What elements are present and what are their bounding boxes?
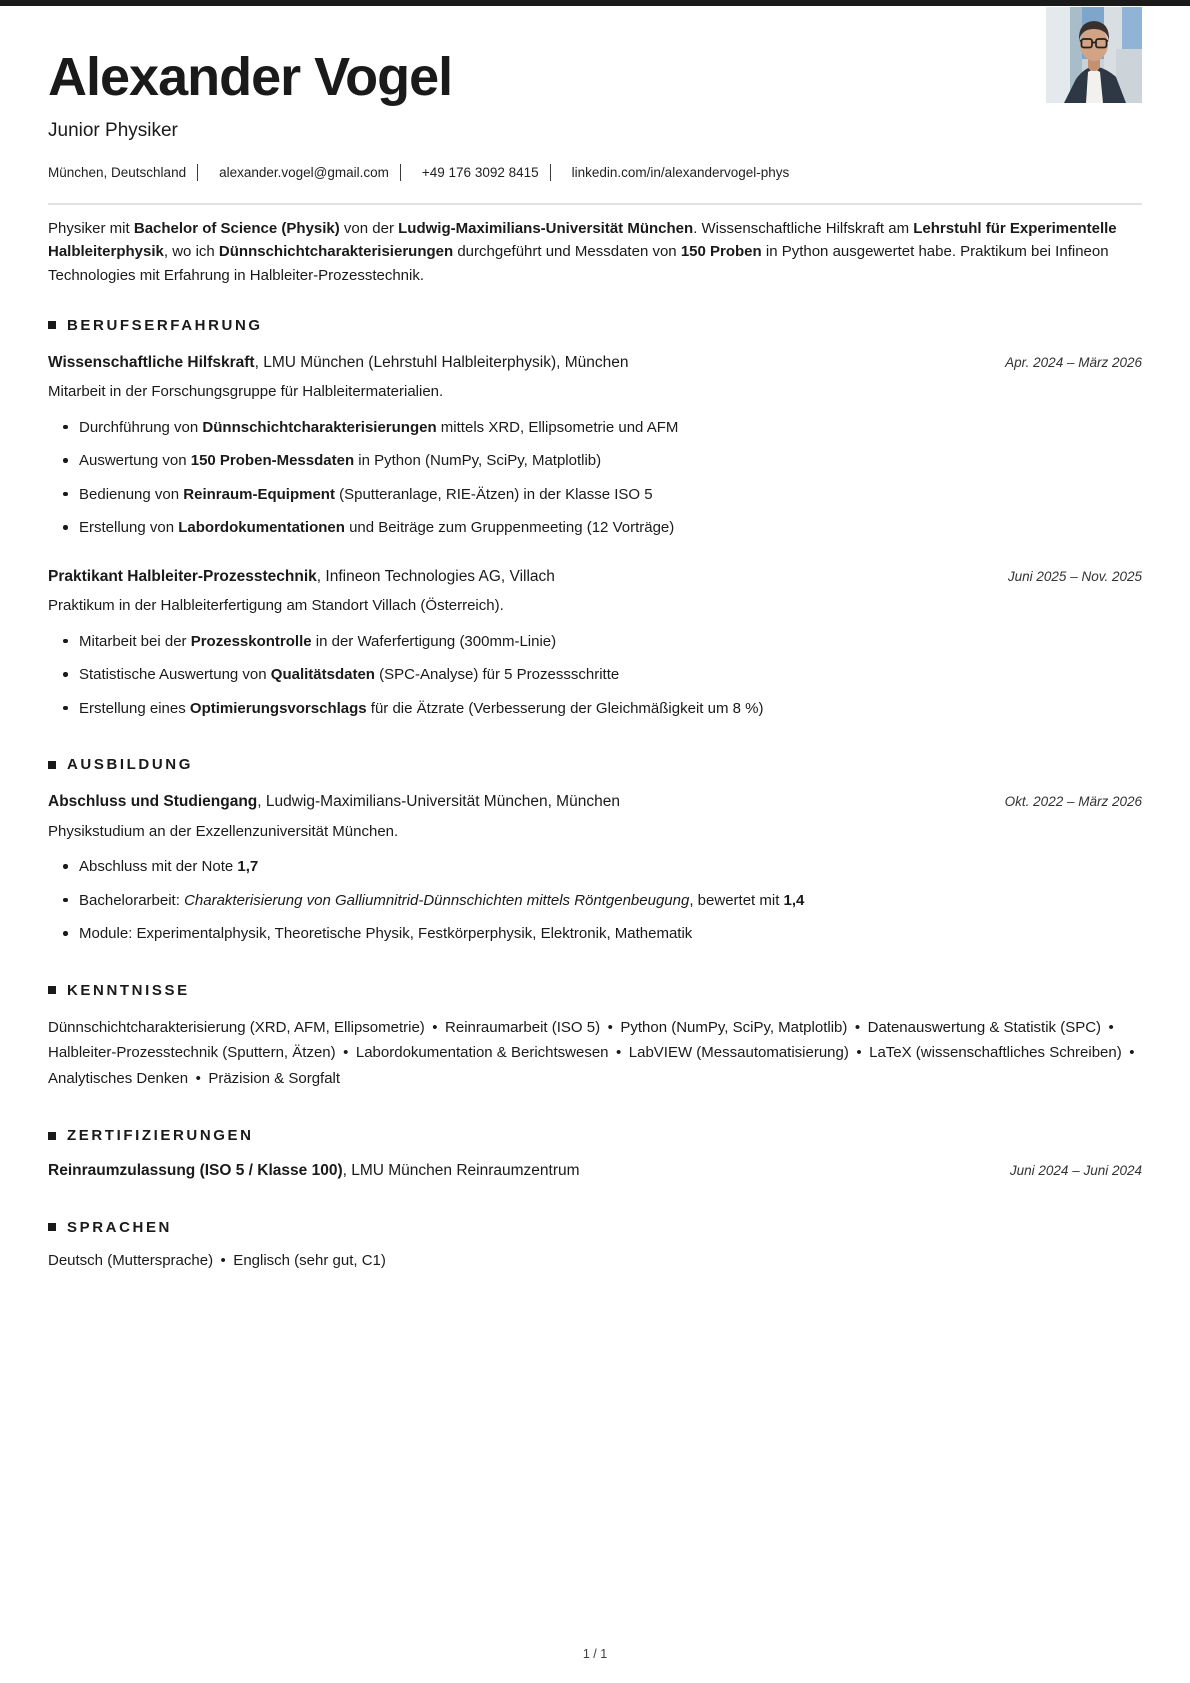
section-marker-icon — [48, 1132, 56, 1140]
section-marker-icon — [48, 321, 56, 329]
entry-date: Juni 2024 – Juni 2024 — [1009, 1163, 1142, 1179]
contact-separator — [197, 164, 198, 181]
bullet-item: Abschluss mit der Note 1,7 — [79, 856, 1142, 879]
section-heading-label: SPRACHEN — [67, 1218, 172, 1236]
entry-description: Mitarbeit in der Forschungsgruppe für Halbleitermaterialien. — [48, 383, 444, 401]
entry-date: Okt. 2022 – März 2026 — [1004, 794, 1142, 810]
resume-header — [48, 6, 1142, 181]
entry-title: Abschluss und Studiengang, Ludwig-Maximilians-Universität München, München — [48, 793, 620, 811]
contact-separator — [550, 164, 551, 181]
skills-list: Dünnschichtcharakterisierung (XRD, AFM, Ellipsometrie) • Reinraumarbeit (ISO 5) • Python (NumPy, SciPy, Matplotlib) • Datenauswertung & Statistik (SPC) • Halbleiter-Prozesstechnik (Sputtern, Ätzen) • Labordokumentation & Berichtswesen • LabVIEW (Messautomatisierung) • LaTeX (wissenschaftliches Schreiben) • Analytisches Denken • Präzision & Sorgfalt — [48, 1018, 1142, 1087]
entry-bullet-list — [48, 631, 1142, 721]
contact-line — [48, 164, 1142, 181]
bullet-item: Erstellung eines Optimierungsvorschlags für die Ätzrate (Verbesserung der Gleichmäßigkeit um 8 %) — [79, 698, 1142, 721]
job-title: Junior Physiker — [48, 120, 178, 141]
bullet-item: Bachelorarbeit: Charakterisierung von Galliumnitrid-Dünnschichten mittels Röntgenbeugung, bewertet mit 1,4 — [79, 890, 1142, 913]
education-entry — [48, 791, 1142, 945]
entry-description: Physikstudium an der Exzellenzuniversität München. — [48, 822, 399, 840]
entry-title: Reinraumzulassung (ISO 5 / Klasse 100), LMU München Reinraumzentrum — [48, 1162, 580, 1180]
section-heading-education — [48, 756, 1142, 773]
entry-title: Wissenschaftliche Hilfskraft, LMU München (Lehrstuhl Halbleiterphysik), München — [48, 353, 629, 371]
entry-bullet-list — [48, 856, 1142, 946]
entry-date: Apr. 2024 – März 2026 — [1005, 354, 1142, 370]
section-marker-icon — [48, 986, 56, 994]
profile-photo-illustration — [1046, 7, 1142, 103]
contact-linkedin: linkedin.com/in/alexandervogel-phys — [571, 165, 790, 180]
section-heading-label: BERUFSERFAHRUNG — [67, 316, 263, 334]
header-divider — [48, 203, 1142, 205]
bullet-item: Durchführung von Dünnschichtcharakterisierungen mittels XRD, Ellipsometrie und AFM — [79, 417, 1142, 440]
experience-entry — [48, 566, 1142, 720]
entry-date: Juni 2025 – Nov. 2025 — [1007, 568, 1142, 584]
bullet-item: Mitarbeit bei der Prozesskontrolle in der Waferfertigung (300mm-Linie) — [79, 631, 1142, 654]
section-heading-experience — [48, 317, 1142, 334]
section-heading-label: ZERTIFIZIERUNGEN — [67, 1127, 254, 1145]
section-marker-icon — [48, 761, 56, 769]
person-name: Alexander Vogel — [48, 47, 453, 107]
section-marker-icon — [48, 1223, 56, 1231]
section-heading-label: KENNTNISSE — [67, 981, 190, 999]
entry-bullet-list — [48, 417, 1142, 540]
section-heading-certifications — [48, 1127, 1142, 1144]
entry-description: Praktikum in der Halbleiterfertigung am Standort Villach (Österreich). — [48, 597, 504, 615]
contact-location: München, Deutschland — [48, 165, 187, 180]
contact-phone: +49 176 3092 8415 — [421, 165, 539, 180]
contact-email: alexander.vogel@gmail.com — [219, 165, 389, 180]
bullet-item: Bedienung von Reinraum-Equipment (Sputteranlage, RIE-Ätzen) in der Klasse ISO 5 — [79, 484, 1142, 507]
languages-list: Deutsch (Muttersprache) • Englisch (sehr gut, C1) — [48, 1251, 386, 1269]
summary-paragraph: Physiker mit Bachelor of Science (Physik) von der Ludwig-Maximilians-Universität München. Wissenschaftliche Hilfskraft am Lehrstuhl für Experimentelle Halbleiterphysik, wo ich Dünnschichtcharakterisierungen durchgeführt und Messdaten von 150 Proben in Python ausgewertet habe. Praktikum bei Infineon Technologies mit Erfahrung in Halbleiter-Prozesstechnik. — [48, 220, 1117, 284]
experience-entry — [48, 352, 1142, 540]
bullet-item: Statistische Auswertung von Qualitätsdaten (SPC-Analyse) für 5 Prozessschritte — [79, 664, 1142, 687]
section-heading-label: AUSBILDUNG — [67, 756, 193, 774]
certification-entry — [48, 1160, 1142, 1182]
section-heading-skills — [48, 982, 1142, 999]
entry-title: Praktikant Halbleiter-Prozesstechnik, Infineon Technologies AG, Villach — [48, 567, 555, 585]
profile-photo — [1046, 7, 1142, 103]
bullet-item: Module: Experimentalphysik, Theoretische Physik, Festkörperphysik, Elektronik, Mathematik — [79, 923, 1142, 946]
bullet-item: Erstellung von Labordokumentationen und Beiträge zum Gruppenmeeting (12 Vorträge) — [79, 517, 1142, 540]
section-heading-languages — [48, 1219, 1142, 1236]
bullet-item: Auswertung von 150 Proben-Messdaten in Python (NumPy, SciPy, Matplotlib) — [79, 450, 1142, 473]
page-indicator: 1 / 1 — [582, 1647, 608, 1661]
contact-separator — [400, 164, 401, 181]
